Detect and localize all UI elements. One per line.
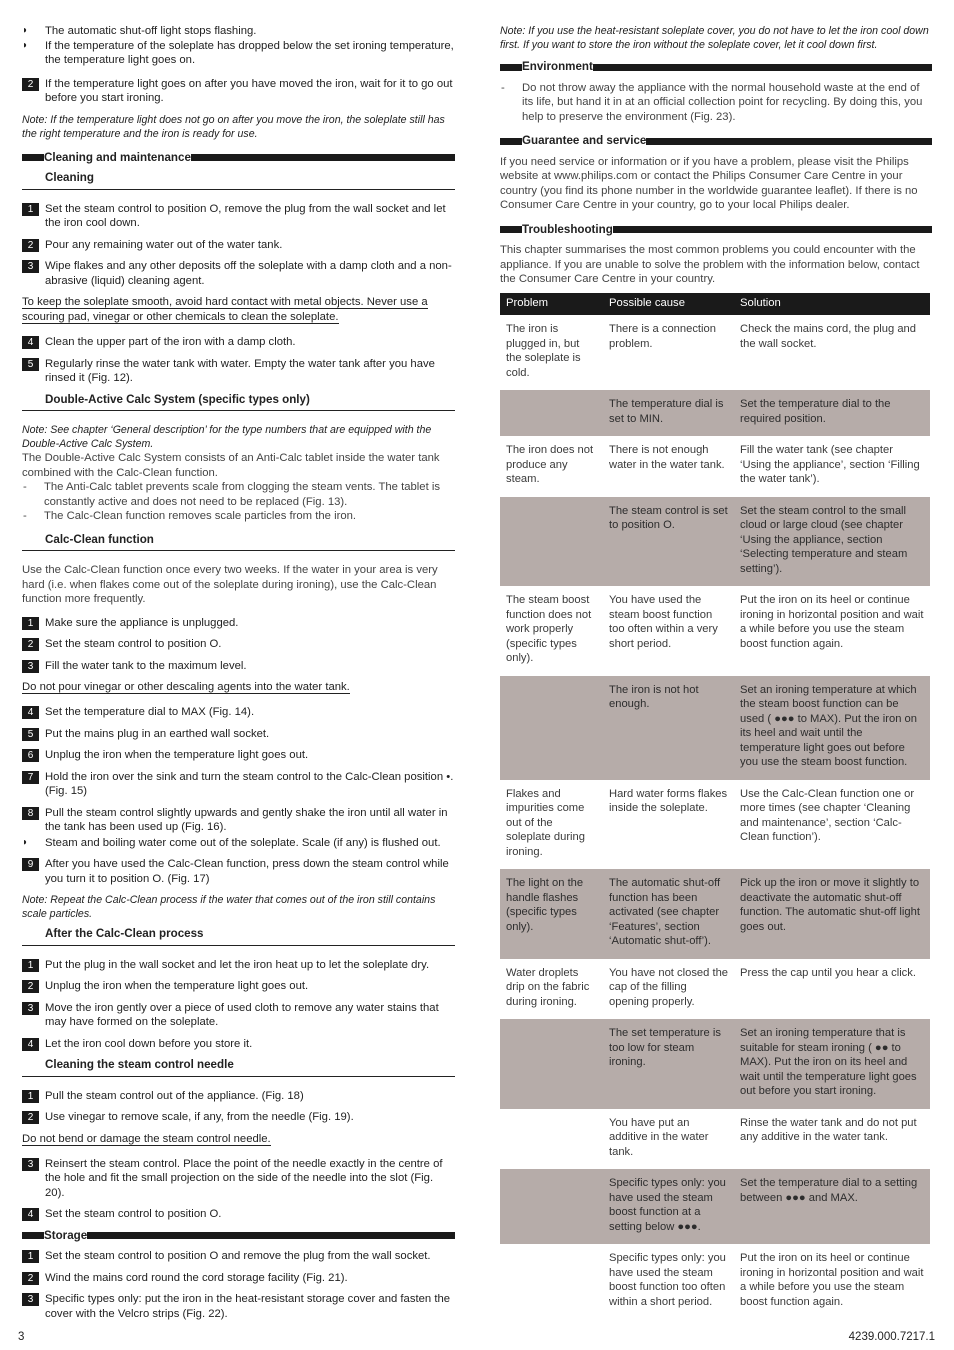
step-item: 2 If the temperature light goes on after you have moved the iron, wait for it to go out before you start ironing. [22, 77, 455, 106]
column-header: Problem [500, 293, 603, 316]
step-item: 4 Set the steam control to position O. [22, 1207, 455, 1222]
dash-item: - The Anti-Calc tablet prevents scale from clogging the steam vents. The tablet is constantly active and does not need to be replaced (Fig. 13). [23, 481, 441, 508]
section-heading: Environment [500, 60, 932, 75]
step-item: 1 Set the steam control to position O and remove the plug from the wall socket. [22, 1249, 455, 1264]
step-item: 9 After you have used the Calc-Clean function, press down the steam control while you turn it to position O. (Fig. 17) [22, 857, 455, 886]
step-item: 8 Pull the steam control slightly upwards and gently shake the iron until all water in the tank has been used up (Fig. 16). [22, 806, 455, 835]
table-cell-problem [500, 1244, 603, 1319]
dash-item: - The Calc-Clean function removes scale particles from the iron. [23, 510, 357, 522]
page-number: 3 [18, 1331, 25, 1343]
step-item: 2 Unplug the iron when the temperature light goes out. [22, 979, 455, 994]
dash-item: - Do not throw away the appliance with the normal household waste at the end of its life, but hand it in at an official collection point for recycling. By doing this, you help to preserve the environment (Fig. 23). [501, 81, 923, 123]
table-cell-problem: The iron does not produce any steam. [506, 444, 594, 485]
bullet-item: ◗ The automatic shut-off light stops flashing. [22, 25, 257, 37]
table-cell-solution: Put the iron on its heel or continue ironing in horizontal position and wait a while before you use the steam boost function again. [740, 594, 924, 650]
table-row [500, 1109, 930, 1170]
table-cell-solution: Press the cap until you hear a click. [740, 966, 916, 979]
table-cell-solution: Set the steam control to the small cloud or large cloud (see chapter ‘Using the appliance, section ‘Selecting temperature and steam setting’). [734, 497, 930, 587]
step-item: 4 Clean the upper part of the iron with a damp cloth. [22, 335, 455, 350]
document-code: 4239.000.7217.1 [848, 1331, 935, 1343]
step-item: 1 Pull the steam control out of the appliance. (Fig. 18) [22, 1089, 455, 1104]
table-cell-solution: Pick up the iron or move it slightly to deactivate the automatic shut-off function. The automatic shut-off light goes out. [734, 869, 930, 959]
bullet-icon: ◗ [22, 25, 29, 36]
subsection-heading: Calc-Clean function [22, 533, 455, 552]
bullet-icon: ◗ [22, 39, 29, 51]
note: Note: Repeat the Calc-Clean process if the water that comes out of the iron still contains scale particles. [22, 894, 436, 920]
table-cell-cause: You have used the steam boost function too often within a very short period. [609, 594, 718, 650]
table-row [500, 1019, 930, 1109]
table-cell-solution: Put the iron on its heel or continue ironing in horizontal position and wait a while before you use the steam boost function again. [740, 1252, 924, 1308]
table-cell-solution: Set an ironing temperature that is suitable for steam ironing ( ●● to MAX). Put the iron on its heel and wait until the temperature light goes out before you start ironing. [734, 1019, 930, 1109]
table-cell-problem [500, 1019, 603, 1109]
step-item: 1 Put the plug in the wall socket and let the iron heat up to let the soleplate dry. [22, 958, 455, 973]
table-cell-cause: There is a connection problem. [609, 323, 716, 350]
table-cell-problem: The iron is plugged in, but the soleplate is cold. [506, 323, 581, 379]
troubleshooting-table [500, 293, 930, 1320]
section-heading: Guarantee and service [500, 134, 932, 149]
note: Note: If you use the heat-resistant soleplate cover, you do not have to let the iron cool down first. If you want to store the iron without the soleplate cover, let it cool down first. [500, 25, 929, 51]
column-header: Solution [734, 293, 930, 316]
section-heading: Storage [22, 1229, 455, 1244]
table-cell-problem [500, 676, 603, 780]
note: Note: See chapter ‘General description’ for the type numbers that are equipped with the Double-Active Calc System. [22, 424, 432, 450]
table-cell-cause: The iron is not hot enough. [603, 676, 734, 780]
table-row [500, 959, 930, 1020]
table-cell-problem [500, 390, 603, 436]
table-row [500, 390, 930, 436]
table-row [500, 586, 930, 676]
step-item: 5 Put the mains plug in an earthed wall socket. [22, 727, 455, 742]
bullet-icon: ◗ [22, 836, 29, 848]
table-cell-problem: Water droplets drip on the fabric during ironing. [506, 966, 590, 1008]
table-cell-solution: Use the Calc-Clean function one or more times (see chapter ‘Cleaning and maintenance’, section ‘Calc-Clean function’). [740, 787, 915, 843]
column-header: Possible cause [603, 293, 734, 316]
table-row [500, 315, 930, 390]
table-cell-problem: Flakes and impurities come out of the soleplate during ironing. [506, 787, 585, 858]
subsection-heading: Double-Active Calc System (specific types only) [22, 393, 455, 412]
table-cell-solution: Set the temperature dial to the required position. [734, 390, 930, 436]
table-cell-problem: The light on the handle flashes (specific types only). [500, 869, 603, 959]
section-heading: Cleaning and maintenance [22, 151, 455, 166]
step-item: 1 Make sure the appliance is unplugged. [22, 616, 455, 631]
table-cell-solution: Check the mains cord, the plug and the wall socket. [740, 323, 916, 350]
step-item: 4 Set the temperature dial to MAX (Fig. 14). [22, 705, 455, 720]
right-column [500, 24, 932, 1319]
table-cell-problem: The steam boost function does not work properly (specific types only). [506, 594, 592, 664]
step-item: 3 Reinsert the steam control. Place the point of the needle exactly in the centre of the hole and fit the small projection on the side of the needle into the slot (Fig. 20). [22, 1157, 455, 1201]
table-row [500, 780, 930, 870]
step-item: 2 Pour any remaining water out of the water tank. [22, 238, 455, 253]
table-cell-cause: Hard water forms flakes inside the soleplate. [609, 787, 728, 814]
table-cell-cause: The set temperature is too low for steam ironing. [603, 1019, 734, 1109]
paragraph: The Double-Active Calc System consists of an Anti-Calc tablet inside the water tank combined with the Calc-Clean function. [22, 452, 440, 479]
table-row [500, 436, 930, 497]
table-row [500, 676, 930, 780]
step-item: 3 Specific types only: put the iron in the heat-resistant storage cover and fasten the cover with the Velcro strips (Fig. 22). [22, 1292, 455, 1321]
subsection-heading: After the Calc-Clean process [22, 927, 455, 946]
table-cell-cause: There is not enough water in the water tank. [609, 444, 725, 471]
step-item: 3 Fill the water tank to the maximum level. [22, 659, 455, 674]
table-cell-cause: Specific types only: you have used the steam boost function at a setting below ●●●. [603, 1169, 734, 1244]
step-item: 6 Unplug the iron when the temperature light goes out. [22, 748, 455, 763]
table-cell-solution: Set an ironing temperature at which the steam boost function can be used ( ●●● to MAX). Put the iron on its heel and wait until the temperature light goes out before you use the steam boost function. [734, 676, 930, 780]
step-item: 2 Wind the mains cord round the cord storage facility (Fig. 21). [22, 1271, 455, 1286]
table-cell-cause: Specific types only: you have used the steam boost function too often within a short period. [609, 1252, 726, 1308]
step-item: 1 Set the steam control to position O, remove the plug from the wall socket and let the iron cool down. [22, 202, 455, 231]
subsection-heading: Cleaning [22, 171, 455, 190]
warning-text: Do not pour vinegar or other descaling agents into the water tank. [22, 681, 350, 693]
step-item: 5 Regularly rinse the water tank with water. Empty the water tank after you have rinsed it (Fig. 12). [22, 357, 455, 386]
warning-text: To keep the soleplate smooth, avoid hard contact with metal objects. Never use a scouring pad, vinegar or other chemicals to clean the soleplate. [22, 296, 428, 323]
note: Note: If the temperature light does not go on after you move the iron, the soleplate still has the right temperature and the iron is ready for use. [22, 113, 445, 140]
bullet-item: ◗ Steam and boiling water come out of the soleplate. Scale (if any) is flushed out. [22, 836, 441, 849]
step-item: 2 Use vinegar to remove scale, if any, from the needle (Fig. 19). [22, 1110, 455, 1125]
step-item: 4 Let the iron cool down before you store it. [22, 1037, 455, 1052]
table-cell-solution: Fill the water tank (see chapter ‘Using the appliance’, section ‘Filling the water tank’). [740, 444, 920, 485]
table-cell-problem [500, 497, 603, 587]
table-cell-cause: The steam control is set to position O. [603, 497, 734, 587]
step-item: 3 Move the iron gently over a piece of used cloth to remove any water stains that may have formed on the soleplate. [22, 1001, 455, 1030]
warning-text: Do not bend or damage the steam control needle. [22, 1132, 271, 1145]
table-row [500, 1244, 930, 1319]
table-cell-solution: Rinse the water tank and do not put any additive in the water tank. [740, 1116, 917, 1143]
table-cell-cause: You have not closed the cap of the filling opening properly. [609, 966, 729, 1008]
step-item: 7 Hold the iron over the sink and turn the steam control to the Calc-Clean position •. (Fig. 15) [22, 770, 455, 799]
step-item: 3 Wipe flakes and any other deposits off the soleplate with a damp cloth and a non-abrasive (liquid) cleaning agent. [22, 259, 455, 288]
table-row [500, 497, 930, 587]
subsection-heading: Cleaning the steam control needle [22, 1058, 455, 1077]
table-cell-cause: The automatic shut-off function has been activated (see chapter ‘Features’, section ‘Automatic shut-off’). [603, 869, 734, 959]
step-item: 2 Set the steam control to position O. [22, 637, 455, 652]
table-cell-cause: You have put an additive in the water tank. [609, 1116, 709, 1158]
table-cell-cause: The temperature dial is set to MIN. [603, 390, 734, 436]
table-cell-problem [500, 1109, 603, 1170]
paragraph: If you need service or information or if you have a problem, please visit the Philips website at www.philips.com or contact the Philips Consumer Care Centre in your country (you find its phone number in the worldwide guarantee leaflet). If there is no Consumer Care Centre in your country, go to your local Philips dealer. [500, 155, 918, 211]
paragraph: Use the Calc-Clean function once every two weeks. If the water in your area is very hard (i.e. when flakes come out of the soleplate during ironing), use the Calc-Clean function more frequently. [22, 564, 438, 605]
table-cell-solution: Set the temperature dial to a setting between ●●● and MAX. [734, 1169, 930, 1244]
bullet-item: ◗ If the temperature of the soleplate has dropped below the set ironing temperature, the temperature light goes on. [22, 39, 454, 66]
paragraph: This chapter summarises the most common problems you could encounter with the appliance. If you are unable to solve the problem with the information below, contact the Consumer Care Centre in your country. [500, 244, 920, 285]
section-heading: Troubleshooting [500, 223, 932, 238]
table-row [500, 869, 930, 959]
left-column [22, 24, 455, 1328]
table-row [500, 1169, 930, 1244]
table-cell-problem [500, 1169, 603, 1244]
